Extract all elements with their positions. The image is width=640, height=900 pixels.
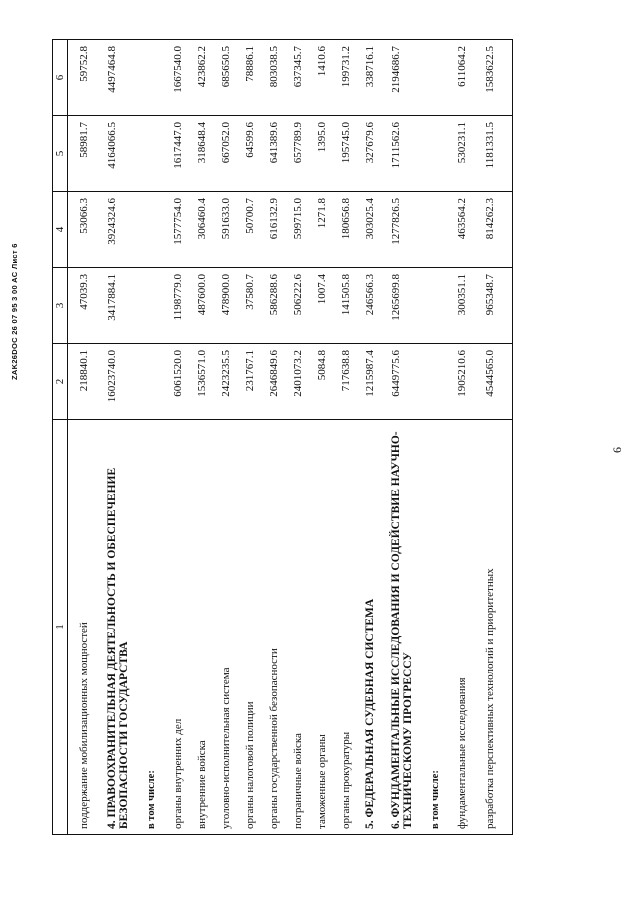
table-row [196, 40, 220, 835]
cell-value: 1711562.6 [390, 116, 430, 192]
row-label: таможенные органы [316, 420, 340, 835]
cell-value: 1215987.4 [364, 344, 390, 420]
cell-value: 423862.2 [196, 40, 220, 116]
row-label: фундаментальные исследования [456, 420, 484, 835]
cell-value: 1395.0 [316, 116, 340, 192]
cell-value: 1536571.0 [196, 344, 220, 420]
cell-value: 2194686.7 [390, 40, 430, 116]
section-row [364, 40, 390, 835]
cell-value: 4164066.5 [106, 116, 146, 192]
cell-value: 586288.6 [268, 268, 292, 344]
cell-value: 218840.1 [78, 344, 106, 420]
table-row [456, 40, 484, 835]
cell-value: 327679.6 [364, 116, 390, 192]
cell-value: 58981.7 [78, 116, 106, 192]
cell-value: 637345.7 [292, 40, 316, 116]
cell-value: 1410.6 [316, 40, 340, 116]
cell-value: 1617447.0 [172, 116, 196, 192]
cell-value: 246566.3 [364, 268, 390, 344]
cell-value: 2401073.2 [292, 344, 316, 420]
cell-value: 591633.0 [220, 192, 244, 268]
cell-value: 611064.2 [456, 40, 484, 116]
cell-value: 1271.8 [316, 192, 340, 268]
section-row [390, 40, 430, 835]
cell-value: 667052.0 [220, 116, 244, 192]
col-header-5: 5 [53, 116, 68, 192]
cell-value: 478900.0 [220, 268, 244, 344]
cell-value: 463564.2 [456, 192, 484, 268]
cell-value: 5084.8 [316, 344, 340, 420]
table-row [340, 40, 364, 835]
document-code: ZAK26DOC 26 07 95 3 00 AC Лист 6 [10, 243, 19, 380]
col-header-1: 1 [53, 420, 68, 835]
cell-value: 78886.1 [244, 40, 268, 116]
col-header-2: 2 [53, 344, 68, 420]
section-label: 5. ФЕДЕРАЛЬНАЯ СУДЕБНАЯ СИСТЕМА [364, 420, 390, 835]
cell-value: 199731.2 [340, 40, 364, 116]
cell-value: 2646849.6 [268, 344, 292, 420]
cell-value: 4497464.8 [106, 40, 146, 116]
row-label: внутренние войска [196, 420, 220, 835]
cell-value: 685650.5 [220, 40, 244, 116]
table-row [78, 40, 106, 835]
cell-value: 1667540.0 [172, 40, 196, 116]
cell-value: 306460.4 [196, 192, 220, 268]
cell-value: 59752.8 [78, 40, 106, 116]
cell-value: 965348.7 [484, 268, 513, 344]
cell-value: 303025.4 [364, 192, 390, 268]
spacer-row [68, 40, 79, 835]
section-row [106, 40, 146, 835]
row-label: разработка перспективных технологий и приоритетных [484, 420, 513, 835]
cell-value: 717638.8 [340, 344, 364, 420]
cell-value: 141505.8 [340, 268, 364, 344]
budget-table [52, 39, 513, 835]
row-label: поддержание мобилизационных мощностей [78, 420, 106, 835]
row-label: органы внутренних дел [172, 420, 196, 835]
subheading-row [430, 40, 456, 835]
header-row [53, 40, 68, 835]
table-row [172, 40, 196, 835]
row-label: пограничные войска [292, 420, 316, 835]
cell-value: 3417884.1 [106, 268, 146, 344]
section-label: 6. ФУНДАМЕНТАЛЬНЫЕ ИССЛЕДОВАНИЯ И СОДЕЙСТВИЕ НАУЧНО-ТЕХНИЧЕСКОМУ ПРОГРЕССУ [390, 420, 430, 835]
cell-value: 814262.3 [484, 192, 513, 268]
table-row [244, 40, 268, 835]
cell-value: 4544565.0 [484, 344, 513, 420]
cell-value: 1181331.5 [484, 116, 513, 192]
col-header-6: 6 [53, 40, 68, 116]
cell-value: 231767.1 [244, 344, 268, 420]
cell-value: 1265699.8 [390, 268, 430, 344]
cell-value: 338716.1 [364, 40, 390, 116]
cell-value: 616132.9 [268, 192, 292, 268]
cell-value: 16023740.0 [106, 344, 146, 420]
cell-value: 53066.3 [78, 192, 106, 268]
subheading-label: в том числе: [430, 420, 456, 835]
cell-value: 1277826.5 [390, 192, 430, 268]
cell-value: 657789.9 [292, 116, 316, 192]
cell-value: 1905210.6 [456, 344, 484, 420]
cell-value: 6449775.6 [390, 344, 430, 420]
table-row [316, 40, 340, 835]
section-label: 4. ПРАВООХРАНИТЕЛЬНАЯ ДЕЯТЕЛЬНОСТЬ И ОБЕСПЕЧЕНИЕ БЕЗОПАСНОСТИ ГОСУДАРСТВА [106, 420, 146, 835]
cell-value: 506222.6 [292, 268, 316, 344]
cell-value: 1007.4 [316, 268, 340, 344]
subheading-row [146, 40, 172, 835]
cell-value: 530231.1 [456, 116, 484, 192]
cell-value: 300351.1 [456, 268, 484, 344]
row-label: органы налоговой полиции [244, 420, 268, 835]
cell-value: 487600.0 [196, 268, 220, 344]
cell-value: 318648.4 [196, 116, 220, 192]
cell-value: 1577754.0 [172, 192, 196, 268]
page-number: 6 [610, 447, 624, 453]
row-label: органы государственной безопасности [268, 420, 292, 835]
cell-value: 37580.7 [244, 268, 268, 344]
cell-value: 3924324.6 [106, 192, 146, 268]
table-row [292, 40, 316, 835]
cell-value: 64599.6 [244, 116, 268, 192]
col-header-3: 3 [53, 268, 68, 344]
cell-value: 1198779.0 [172, 268, 196, 344]
table-row [484, 40, 513, 835]
cell-value: 641389.6 [268, 116, 292, 192]
cell-value: 6061520.0 [172, 344, 196, 420]
row-label: уголовно-исполнительная система [220, 420, 244, 835]
subheading-label: в том числе: [146, 420, 172, 835]
cell-value: 180656.8 [340, 192, 364, 268]
cell-value: 195745.0 [340, 116, 364, 192]
row-label: органы прокуратуры [340, 420, 364, 835]
table-row [220, 40, 244, 835]
col-header-4: 4 [53, 192, 68, 268]
cell-value: 47039.3 [78, 268, 106, 344]
cell-value: 599715.0 [292, 192, 316, 268]
cell-value: 50700.7 [244, 192, 268, 268]
cell-value: 803038.5 [268, 40, 292, 116]
cell-value: 1583622.5 [484, 40, 513, 116]
cell-value: 2423235.5 [220, 344, 244, 420]
table-row [268, 40, 292, 835]
